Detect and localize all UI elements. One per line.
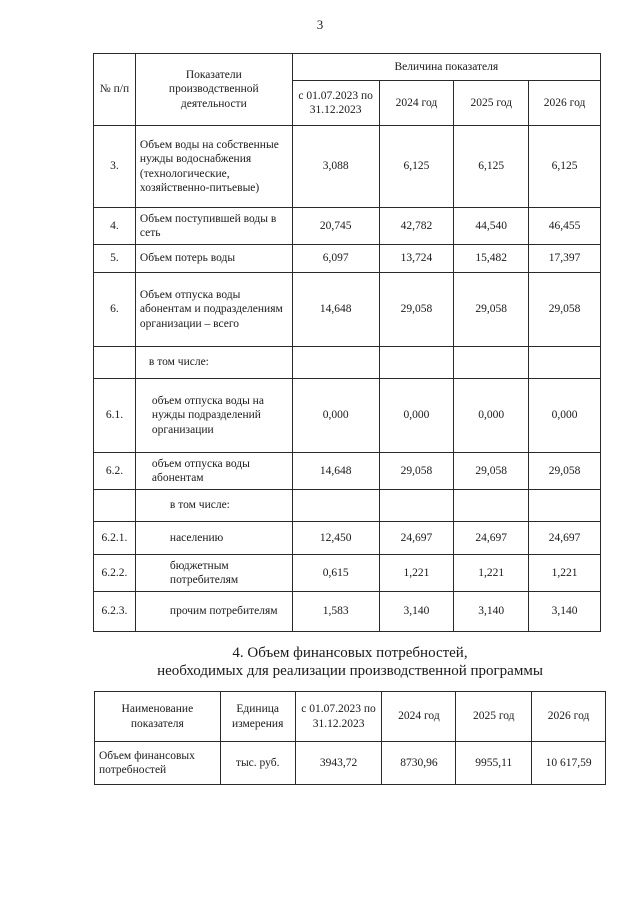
page-number: 3 [316,17,324,32]
value-cell: 24,697 [379,522,454,555]
value-cell [292,490,379,522]
value-cell: 1,583 [292,592,379,632]
value-cell: 8730,96 [382,742,456,785]
header-value-group: Величина показателя [292,54,600,81]
row-label: в том числе: [135,490,292,522]
row-label: Объем поступившей воды в сеть [135,208,292,245]
value-cell: 0,000 [454,379,529,453]
header-num: № п/п [94,54,136,126]
value-cell: 10 617,59 [532,742,606,785]
value-cell: 14,648 [292,453,379,490]
value-cell: 0,615 [292,555,379,592]
header-year-2025: 2025 год [456,692,532,742]
value-cell: 3943,72 [295,742,382,785]
row-number: 6.2. [94,453,136,490]
value-cell: 3,140 [529,592,601,632]
table-row [94,555,601,592]
row-number: 4. [94,208,136,245]
header-year-2024: 2024 год [382,692,456,742]
row-label: Объем воды на собственные нужды водоснабжения (технологические, хозяйственно-питьевые) [135,126,292,208]
value-cell: 29,058 [454,453,529,490]
value-cell: 20,745 [292,208,379,245]
value-cell: 15,482 [454,245,529,273]
table-row [94,522,601,555]
value-cell: 44,540 [454,208,529,245]
header-indicator: Показатели производственной деятельности [135,54,292,126]
value-cell: 3,140 [454,592,529,632]
value-cell: 3,088 [292,126,379,208]
value-cell: 12,450 [292,522,379,555]
value-cell [529,347,601,379]
value-cell: 29,058 [379,453,454,490]
row-number: 6.2.3. [94,592,136,632]
value-cell: 1,221 [529,555,601,592]
row-unit: тыс. руб. [220,742,295,785]
section-heading-line2: необходимых для реализации производственной программы [157,663,543,679]
row-label: населению [135,522,292,555]
value-cell [292,347,379,379]
value-cell: 6,125 [529,126,601,208]
table-header-row [95,692,606,742]
header-year-2024: 2024 год [379,81,454,126]
row-label: Объем отпуска воды абонентам и подразделениям организации – всего [135,273,292,347]
table-row [94,126,601,208]
header-year-2025: 2025 год [454,81,529,126]
value-cell: 24,697 [454,522,529,555]
row-number: 6.2.1. [94,522,136,555]
value-cell: 3,140 [379,592,454,632]
value-cell: 6,097 [292,245,379,273]
table-row [94,453,601,490]
row-number: 6.2.2. [94,555,136,592]
value-cell: 46,455 [529,208,601,245]
value-cell: 1,221 [454,555,529,592]
row-number: 5. [94,245,136,273]
value-cell: 9955,11 [456,742,532,785]
value-cell: 42,782 [379,208,454,245]
value-cell: 0,000 [529,379,601,453]
header-year-2026: 2026 год [529,81,601,126]
row-label: бюджетным потребителям [135,555,292,592]
value-cell: 0,000 [292,379,379,453]
row-label: в том числе: [135,347,292,379]
production-indicators-table [93,53,601,632]
table-row [94,592,601,632]
header-unit: Единица измерения [220,692,295,742]
value-cell: 6,125 [454,126,529,208]
value-cell [379,347,454,379]
row-number: 6. [94,273,136,347]
value-cell: 29,058 [529,273,601,347]
table-row [94,208,601,245]
row-label: объем отпуска воды на нужды подразделений организации [135,379,292,453]
value-cell: 0,000 [379,379,454,453]
table-row [94,245,601,273]
header-year-period: с 01.07.2023 по 31.12.2023 [295,692,382,742]
table-row [94,379,601,453]
value-cell [529,490,601,522]
row-label: объем отпуска воды абонентам [135,453,292,490]
value-cell: 29,058 [529,453,601,490]
row-label: Объем потерь воды [135,245,292,273]
table-row-subheading [94,490,601,522]
table-row [95,742,606,785]
value-cell [379,490,454,522]
section-heading-line1: 4. Объем финансовых потребностей, [232,645,468,661]
row-label: Объем финансовых потребностей [95,742,221,785]
row-number [94,347,136,379]
value-cell: 6,125 [379,126,454,208]
header-year-2026: 2026 год [532,692,606,742]
value-cell: 29,058 [379,273,454,347]
table-header-row [94,54,601,81]
value-cell: 24,697 [529,522,601,555]
header-name: Наименование показателя [95,692,221,742]
value-cell: 29,058 [454,273,529,347]
value-cell [454,347,529,379]
row-label: прочим потребителям [135,592,292,632]
financial-needs-table [94,691,606,785]
value-cell: 1,221 [379,555,454,592]
value-cell [454,490,529,522]
table-row-subheading [94,347,601,379]
value-cell: 13,724 [379,245,454,273]
row-number [94,490,136,522]
table-row [94,273,601,347]
value-cell: 14,648 [292,273,379,347]
row-number: 6.1. [94,379,136,453]
row-number: 3. [94,126,136,208]
value-cell: 17,397 [529,245,601,273]
header-year-period: с 01.07.2023 по 31.12.2023 [292,81,379,126]
